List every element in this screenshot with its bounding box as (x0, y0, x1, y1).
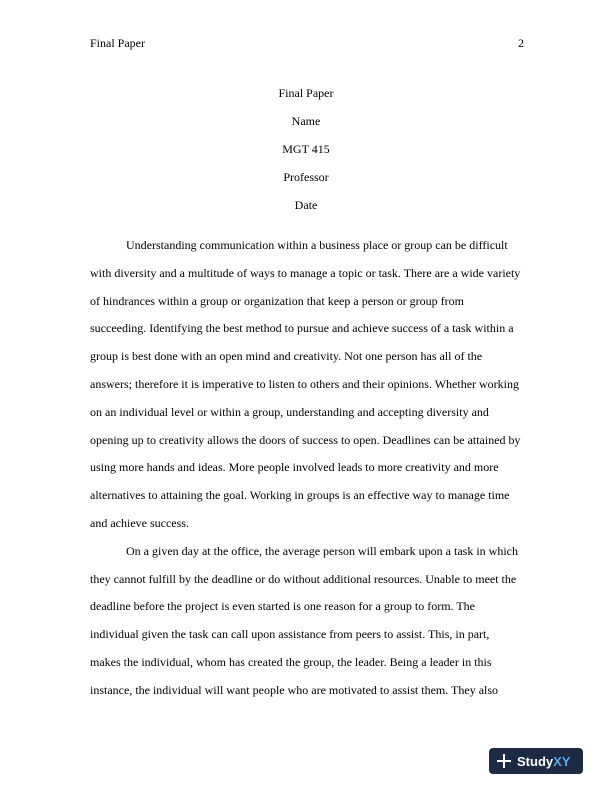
running-head: Final Paper (90, 36, 145, 50)
paragraph-1-line: on an individual level or within a group, understanding and accepting diversity and (90, 404, 489, 419)
paragraph-2-line: individual given the task can call upon assistance from peers to assist. This, in part, (90, 627, 490, 642)
paragraph-2-line: deadline before the project is even started is one reason for a group to form. The (90, 599, 475, 614)
plus-icon (497, 754, 511, 768)
brand-name: StudyXY (517, 753, 571, 769)
body-text (90, 238, 522, 711)
paragraph-1-line: and achieve success. (90, 515, 189, 530)
paragraph-1-line: opening up to creativity allows the doors of success to open. Deadlines can be attained by (90, 432, 521, 447)
paragraph-2-line: they cannot fulfill by the deadline or do without additional resources. Unable to meet the (90, 571, 517, 586)
paragraph-1-line: alternatives to attaining the goal. Working in groups is an effective way to manage time (90, 488, 510, 503)
paragraph-1-line: using more hands and ideas. More people involved leads to more creativity and more (90, 460, 499, 475)
paragraph-1-line: succeeding. Identifying the best method to pursue and achieve success of a task within a (90, 321, 514, 336)
paper-title: Final Paper (278, 86, 334, 100)
paragraph-1-line: group is best done with an open mind and creativity. Not one person has all of the (90, 349, 483, 364)
paragraph-1-line: answers; therefore it is imperative to listen to others and their opinions. Whether working (90, 376, 520, 391)
paragraph-2-line: On a given day at the office, the average person will embark upon a task in which (126, 543, 518, 558)
paragraph-1-line: Understanding communication within a business place or group can be difficult (126, 238, 508, 252)
paragraph-1-line: with diversity and a multitude of ways to manage a topic or task. There are a wide variety (90, 265, 521, 280)
paragraph-1-line: of hindrances within a group or organization that keep a person or group from (90, 293, 465, 308)
title-block (0, 86, 612, 226)
paragraph-2-line: instance, the individual will want people who are motivated to assist them. They also (90, 682, 499, 697)
author-name: Name (291, 114, 321, 128)
paragraph-2-line: makes the individual, whom has created the group, the leader. Being a leader in this (90, 654, 492, 669)
page-number: 2 (518, 36, 524, 50)
studyxy-logo[interactable] (489, 748, 583, 774)
paper-date: Date (294, 198, 318, 212)
professor-name: Professor (283, 170, 329, 184)
course-code: MGT 415 (282, 142, 330, 156)
